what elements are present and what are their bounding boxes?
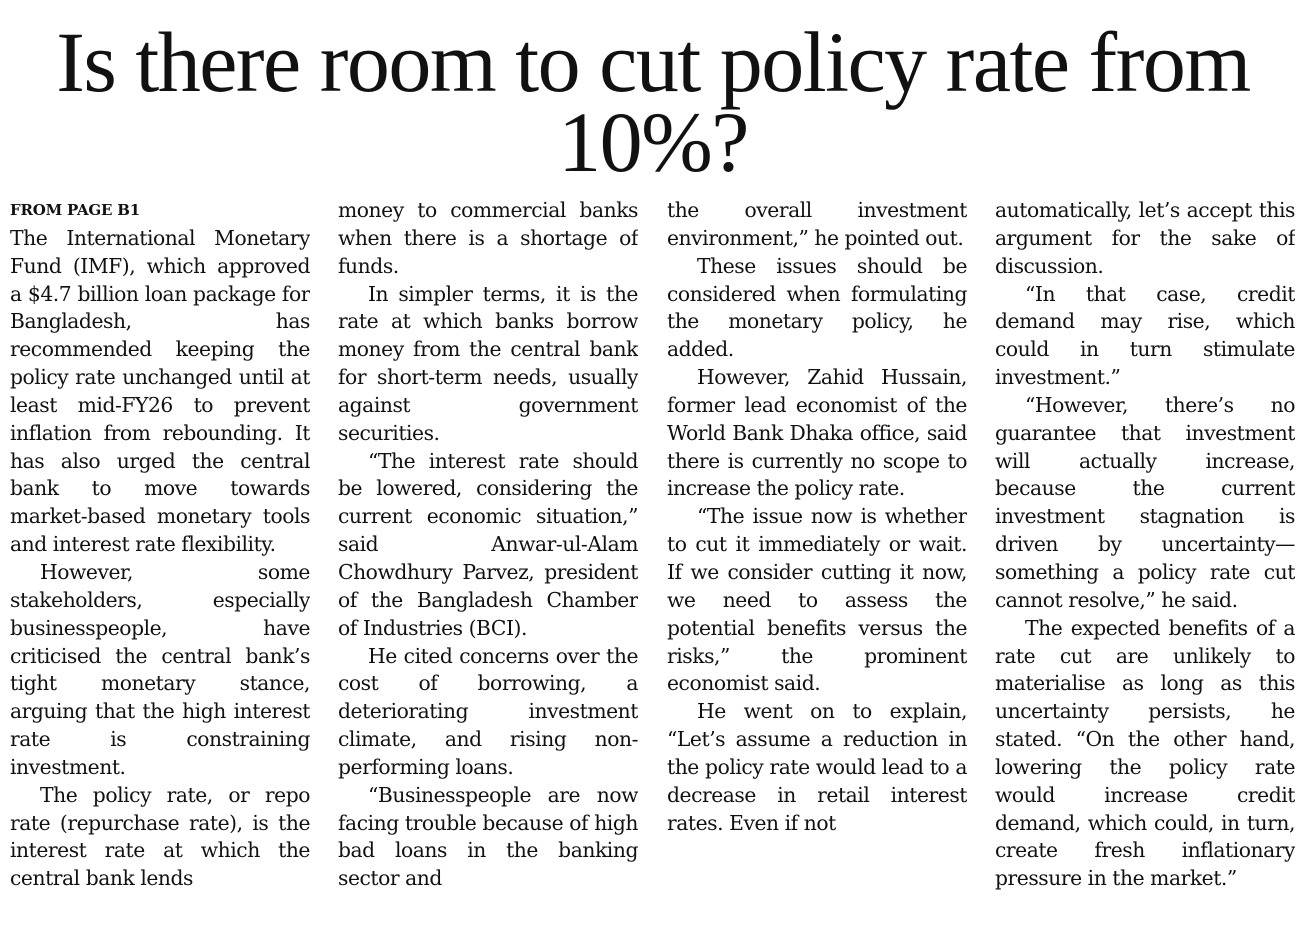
article-body bbox=[10, 197, 1297, 919]
article-column-4 bbox=[995, 197, 1295, 919]
article-paragraph: However, Zahid Hussain, former lead economist of the World Bank Dhaka office, said there is currently no scope to increase the policy rate. bbox=[667, 365, 967, 501]
article-paragraph: “In that case, credit demand may rise, which could in turn stimulate investment.” bbox=[995, 281, 1295, 390]
article-paragraph: “The interest rate should be lowered, considering the current economic situation,” said Anwar-ul-Alam Chowdhury Parvez, president of the Bangladesh Chamber of Industries (BCI). bbox=[338, 448, 638, 640]
article-paragraph: money to commercial banks when there is a shortage of funds. bbox=[338, 198, 638, 278]
article-paragraph: automatically, let’s accept this argument for the sake of discussion. bbox=[995, 198, 1295, 278]
article-paragraph: He cited concerns over the cost of borrowing, a deteriorating investment climate, and rising non-performing loans. bbox=[338, 643, 638, 779]
article-paragraph: These issues should be considered when formulating the monetary policy, he added. bbox=[667, 253, 967, 362]
article-column-3 bbox=[667, 197, 967, 919]
article-column-1 bbox=[10, 197, 310, 919]
headline: Is there room to cut policy rate from 10%? bbox=[56, 14, 1250, 190]
article-paragraph: The expected benefits of a rate cut are unlikely to materialise as long as this uncertainty persists, he stated. “On the other hand, lowering the policy rate would increase credit demand, which could, in turn, create fresh inflationary pressure in the market.” bbox=[995, 615, 1295, 891]
article-paragraph: “However, there’s no guarantee that investment will actually increase, because the current investment stagnation is driven by uncertainty—something a policy rate cut cannot resolve,” he said. bbox=[995, 392, 1295, 612]
article-paragraph: In simpler terms, it is the rate at which banks borrow money from the central bank for short-term needs, usually against government securities. bbox=[338, 281, 638, 445]
article-paragraph: the overall investment environment,” he pointed out. bbox=[667, 198, 967, 250]
article-paragraph: He went on to explain, “Let’s assume a reduction in the policy rate would lead to a decrease in retail interest rates. Even if not bbox=[667, 699, 967, 835]
article-column-2 bbox=[338, 197, 638, 919]
article-paragraph: “Businesspeople are now facing trouble because of high bad loans in the banking sector and bbox=[338, 782, 638, 891]
article-paragraph: However, some stakeholders, especially businesspeople, have criticised the central bank’s tight monetary stance, arguing that the high interest rate is constraining investment. bbox=[10, 559, 310, 779]
from-page-label: FROM PAGE B1 bbox=[10, 201, 141, 219]
article-paragraph: The policy rate, or repo rate (repurchase rate), is the interest rate at which the central bank lends bbox=[10, 782, 310, 891]
article-paragraph: The International Monetary Fund (IMF), which approved a $4.7 billion loan package for Bangladesh, has recommended keeping the policy rate unchanged until at least mid-FY26 to prevent inflation from rebounding. It has also urged the central bank to move towards market-based monetary tools and interest rate flexibility. bbox=[10, 225, 310, 557]
article-paragraph: “The issue now is whether to cut it immediately or wait. If we consider cutting it now, we need to assess the potential benefits versus the risks,” the prominent economist said. bbox=[667, 504, 967, 696]
